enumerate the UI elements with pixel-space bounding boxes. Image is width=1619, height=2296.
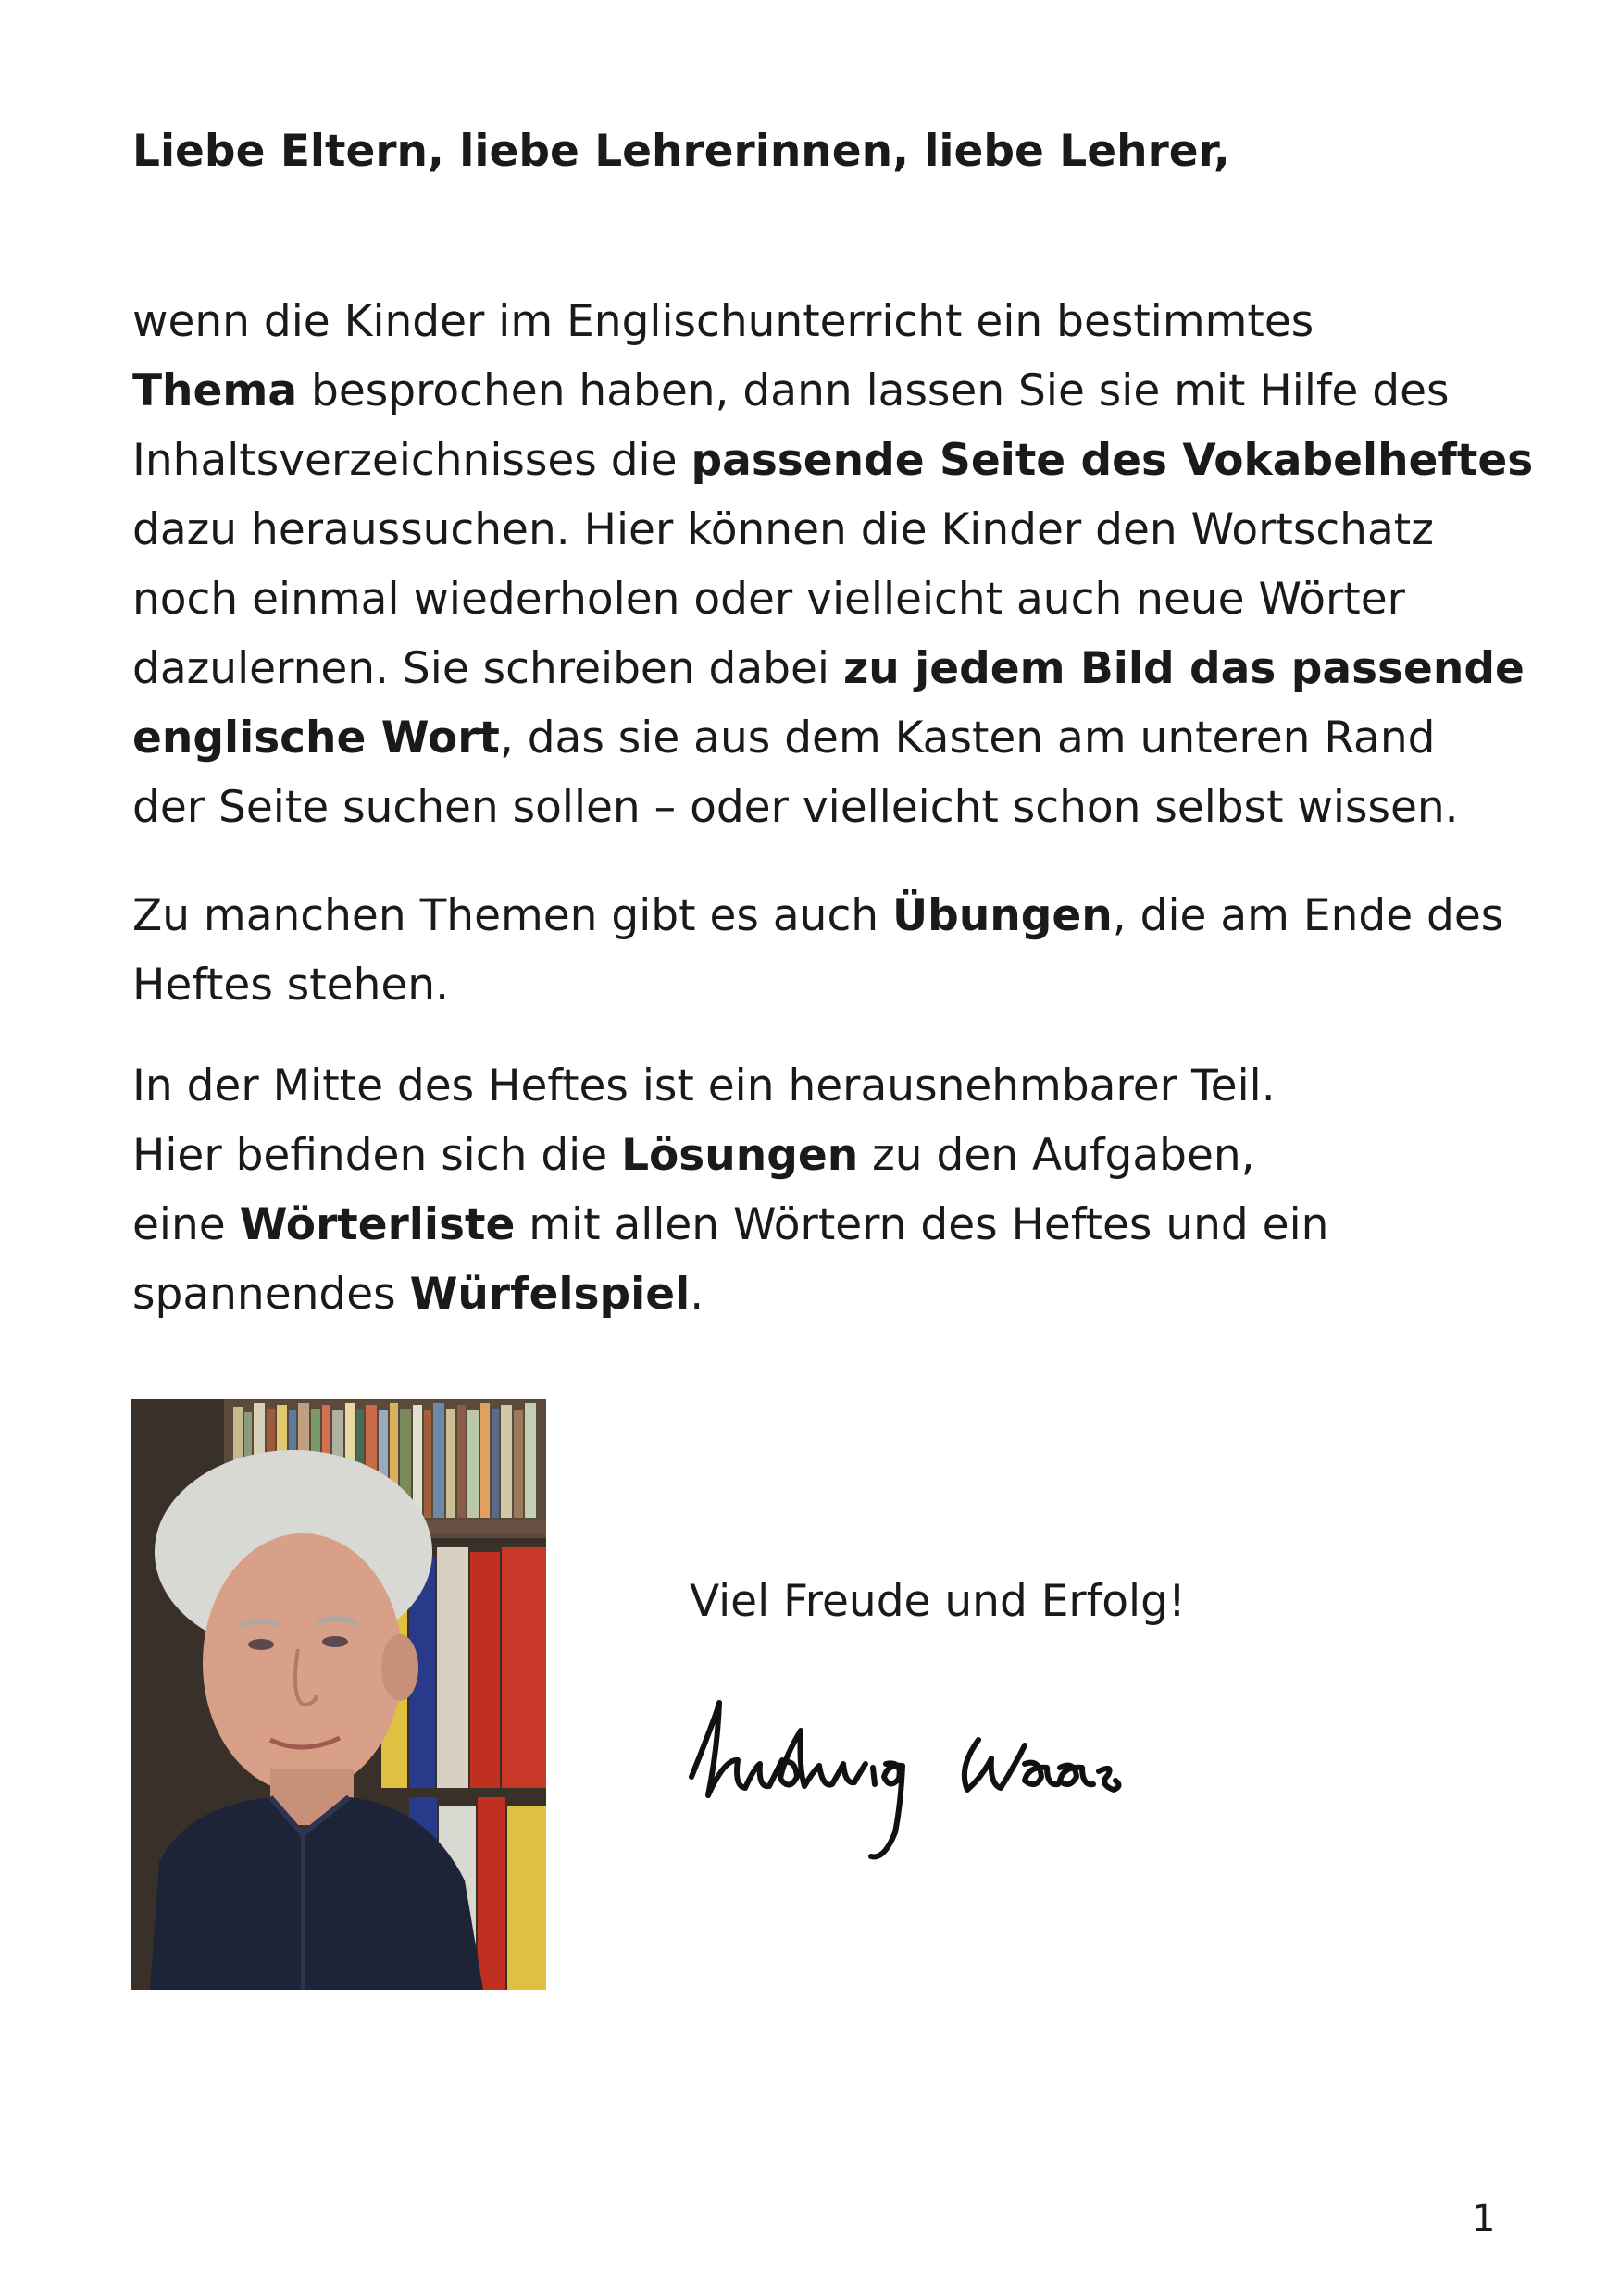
text-run: besprochen haben, dann lassen Sie sie mit Hilfe des	[297, 366, 1450, 416]
text-line	[132, 703, 1502, 773]
author-portrait-image	[131, 1399, 546, 1990]
exercises-paragraph	[132, 881, 1502, 1020]
page-number: 1	[1472, 2198, 1496, 2240]
text-line	[132, 1260, 1502, 1329]
author-signature	[680, 1675, 1236, 1879]
bold-text: zu jedem Bild das passende	[842, 643, 1525, 694]
bold-text: Lösungen	[621, 1130, 859, 1181]
text-run: spannendes	[132, 1269, 410, 1320]
bold-text: Würfelspiel	[409, 1269, 691, 1320]
text-run: dazu heraussuchen. Hier können die Kinder den Wortschatz	[132, 504, 1434, 555]
signature-image	[680, 1675, 1236, 1879]
text-run: noch einmal wiederholen oder vielleicht auch neue Wörter	[132, 574, 1405, 625]
author-photo	[131, 1399, 546, 1990]
text-run: .	[690, 1269, 704, 1320]
text-run: , die am Ende des	[1112, 890, 1504, 941]
text-line	[132, 1190, 1502, 1260]
bold-text: passende Seite des Vokabelheftes	[691, 435, 1534, 486]
salutation-heading: Liebe Eltern, liebe Lehrerinnen, liebe Lehrer,	[132, 126, 1230, 177]
text-run: Hier befinden sich die	[132, 1130, 622, 1181]
text-line	[132, 1051, 1502, 1121]
text-run: der Seite suchen sollen – oder vielleicht schon selbst wissen.	[132, 782, 1459, 833]
text-run: eine	[132, 1199, 240, 1250]
text-run: Heftes stehen.	[132, 960, 450, 1011]
text-run: Zu manchen Themen gibt es auch	[132, 890, 893, 941]
text-run: In der Mitte des Heftes ist ein herausnehmbarer Teil.	[132, 1061, 1276, 1111]
text-line	[132, 950, 1502, 1020]
text-line	[132, 356, 1502, 426]
text-line	[132, 1121, 1502, 1190]
bold-text: Übungen	[892, 890, 1113, 941]
text-line	[132, 773, 1502, 842]
text-line	[132, 426, 1534, 495]
bold-text: englische Wort	[132, 713, 500, 763]
bold-text: Thema	[132, 366, 298, 416]
text-line	[132, 634, 1525, 703]
text-run: zu den Aufgaben,	[858, 1130, 1255, 1181]
text-line	[132, 495, 1502, 565]
text-run: , das sie aus dem Kasten am unteren Rand	[499, 713, 1436, 763]
insert-paragraph	[132, 1051, 1502, 1329]
bold-text: Wörterliste	[239, 1199, 516, 1250]
text-run: mit allen Wörtern des Heftes und ein	[515, 1199, 1329, 1250]
text-run: Inhaltsverzeichnisses die	[132, 435, 691, 486]
text-line	[132, 881, 1502, 950]
text-line	[132, 287, 1502, 356]
text-run: wenn die Kinder im Englischunterricht ein bestimmtes	[132, 296, 1314, 347]
intro-paragraph	[132, 287, 1534, 842]
closing-line: Viel Freude und Erfolg!	[690, 1576, 1186, 1627]
text-run: dazulernen. Sie schreiben dabei	[132, 643, 843, 694]
text-line	[132, 565, 1502, 634]
